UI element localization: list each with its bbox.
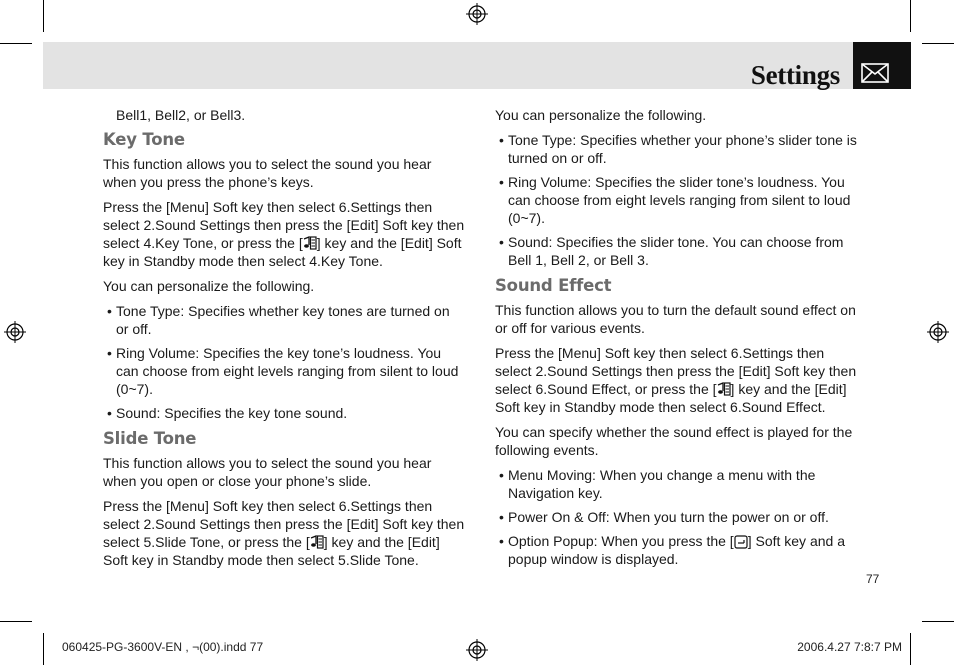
crop-mark <box>43 0 44 32</box>
slide-tone-intro: This function allows you to select the sound you hear when you open or close your phone’s slide. <box>103 455 432 489</box>
page-number: 77 <box>866 572 880 586</box>
key-tone-personalize: You can personalize the following. <box>103 278 315 294</box>
soft-key-icon <box>734 535 748 549</box>
list-item: • Option Popup: When you press the [ ] Soft key and a popup window is displayed. <box>495 532 857 568</box>
registration-mark-icon <box>466 3 488 25</box>
list-item: • Ring Volume: Specifies the slider tone’s loudness. You can choose from eight levels ranging from silent to loud (0~7). <box>495 173 857 227</box>
key-tone-heading: Key Tone <box>103 130 185 149</box>
crop-mark <box>910 0 911 32</box>
music-key-icon <box>310 535 324 550</box>
key-tone-intro: This function allows you to select the sound you hear when you press the phone’s keys. <box>103 156 432 190</box>
left-column <box>103 106 465 576</box>
slide-tone-instruction: Press the [Menu] Soft key then select 6.Settings then select 2.Sound Settings then press the [Edit] Soft key then select 5.Slide Tone, or press the [ ] key and the [Edit] Soft key in Standby mode then select 5.Slide Tone. <box>103 498 465 568</box>
footer-timestamp: 2006.4.27 7:8:7 PM <box>797 640 902 654</box>
crop-mark <box>0 621 32 622</box>
key-tone-instruction: Press the [Menu] Soft key then select 6.Settings then select 2.Sound Settings then press the [Edit] Soft key then select 4.Key Tone, or press the [ ] key and the [Edit] Soft key in Standby mode then select 4.Key Tone. <box>103 199 465 269</box>
crop-mark <box>43 633 44 665</box>
registration-mark-icon <box>4 321 26 343</box>
registration-mark-icon <box>466 639 488 661</box>
sound-effect-specify: You can specify whether the sound effect is played for the following events. <box>495 424 853 458</box>
key-tone-options-list <box>103 302 465 422</box>
sound-effect-events-list <box>495 466 857 568</box>
sound-effect-intro: This function allows you to turn the default sound effect on or off for various events. <box>495 302 856 336</box>
registration-mark-icon <box>927 321 949 343</box>
sound-effect-instruction: Press the [Menu] Soft key then select 6.Settings then select 2.Sound Settings then press the [Edit] Soft key then select 6.Sound Effect, or press the [ ] key and the [Edit] Soft key in Standby mode then select 6.Sound Effect. <box>495 345 857 415</box>
continuation-text: Bell1, Bell2, or Bell3. <box>116 107 246 123</box>
list-item: • Tone Type: Specifies whether your phone’s slider tone is turned on or off. <box>495 131 857 167</box>
list-item: • Ring Volume: Specifies the key tone’s loudness. You can choose from eight levels ranging from silent to loud (0~7). <box>103 344 465 398</box>
music-key-icon <box>303 236 317 251</box>
slide-tone-options-list <box>495 131 857 269</box>
crop-mark <box>910 633 911 665</box>
crop-mark <box>922 43 954 44</box>
right-column <box>495 106 857 574</box>
list-item: • Sound: Specifies the key tone sound. <box>103 404 465 422</box>
crop-mark <box>0 43 32 44</box>
slide-tone-personalize: You can personalize the following. <box>495 107 707 123</box>
list-item: • Menu Moving: When you change a menu with the Navigation key. <box>495 466 857 502</box>
header-icon-box <box>853 42 911 89</box>
page-title: Settings <box>750 60 840 90</box>
list-item: • Power On & Off: When you turn the power on or off. <box>495 508 857 526</box>
sound-effect-heading: Sound Effect <box>495 276 612 295</box>
list-item: • Sound: Specifies the slider tone. You can choose from Bell 1, Bell 2, or Bell 3. <box>495 233 857 269</box>
envelope-icon <box>861 63 889 83</box>
crop-mark <box>922 621 954 622</box>
list-item: • Tone Type: Specifies whether key tones are turned on or off. <box>103 302 465 338</box>
slide-tone-heading: Slide Tone <box>103 429 197 448</box>
footer-file-info: 060425-PG-3600V-EN , ¬(00).indd 77 <box>62 640 264 654</box>
music-key-icon <box>717 382 731 397</box>
